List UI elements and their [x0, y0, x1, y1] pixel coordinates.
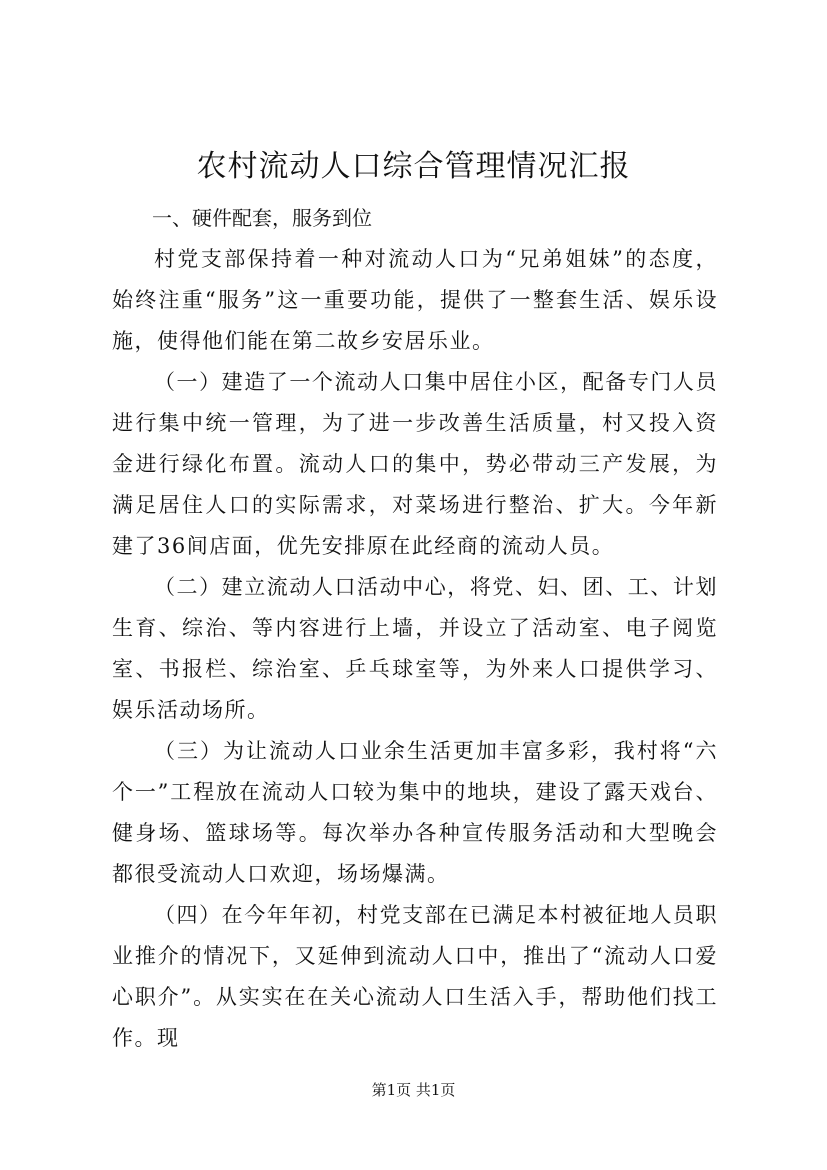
paragraph-item-2: （二）建立流动人口活动中心，将党、妇、团、工、计划生育、综治、等内容进行上墙，并设立了活动室、电子阅览室、书报栏、综治室、乒乓球室等，为外来人口提供学习、娱乐活动场所。 [112, 575, 718, 722]
paragraph-item-1: （一）建造了一个流动人口集中居住小区，配备专门人员进行集中统一管理，为了进一步改善生活质量，村又投入资金进行绿化布置。流动人口的集中，势必带动三产发展，为满足居住人口的实际需求，对菜场进行整治、扩大。今年新建了36间店面，优先安排原在此经商的流动人员。 [112, 370, 718, 558]
page-footer: 第1页 共1页 [371, 1081, 456, 1099]
section-heading: 一、硬件配套，服务到位 [152, 206, 372, 230]
document-title: 农村流动人口综合管理情况汇报 [196, 149, 631, 184]
paragraph-intro: 村党支部保持着一种对流动人口为“兄弟姐妹”的态度，始终注重“服务”这一重要功能，提供了一整套生活、娱乐设施，使得他们能在第二故乡安居乐业。 [112, 247, 718, 353]
paragraph-item-3: （三）为让流动人口业余生活更加丰富多彩，我村将“六个一”工程放在流动人口较为集中的地块，建设了露天戏台、健身场、篮球场等。每次举办各种宣传服务活动和大型晚会都很受流动人口欢迎，场场爆满。 [112, 739, 718, 886]
document-body [112, 198, 718, 1059]
paragraph-item-4: （四）在今年年初，村党支部在已满足本村被征地人员职业推介的情况下，又延伸到流动人口中，推出了“流动人口爱心职介”。从实实在在关心流动人口生活入手，帮助他们找工作。现 [112, 903, 718, 1050]
